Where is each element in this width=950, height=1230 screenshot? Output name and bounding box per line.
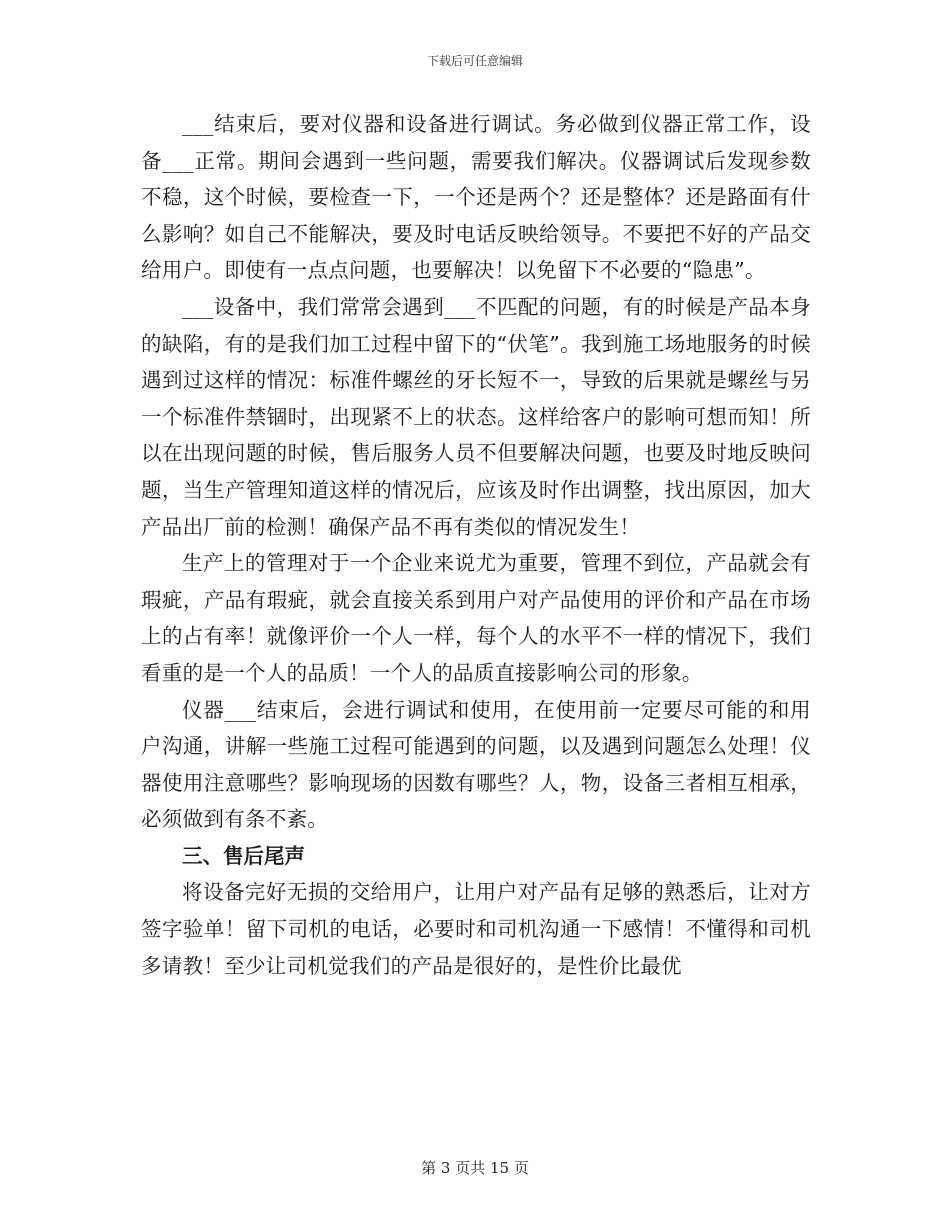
document-body — [141, 106, 811, 984]
paragraph-mismatch: ___设备中，我们常常会遇到___不匹配的问题，有的时候是产品本身的缺陷，有的是我们加工过程中留下的“伏笔”。我到施工场地服务的时候遇到过这样的情况：标准件螺丝的牙长短不一，导致的后果就是螺丝与另一个标准件禁锢时，出现紧不上的状态。这样给客户的影响可想而知！所以在出现问题的时候，售后服务人员不但要解决问题，也要及时地反映问题，当生产管理知道这样的情况后，应该及时作出调整，找出原因，加大产品出厂前的检测！确保产品不再有类似的情况发生！ — [141, 294, 811, 539]
page-header: 下载后可任意编辑 — [426, 54, 523, 68]
paragraph-management: 生产上的管理对于一个企业来说尤为重要，管理不到位，产品就会有瑕疵，产品有瑕疵，就会直接关系到用户对产品使用的评价和产品在市场上的占有率！就像评价一个人一样，每个人的水平不一样的情况下，我们看重的是一个人的品质！一个人的品质直接影响公司的形象。 — [141, 551, 811, 685]
paragraph-usage: 仪器___结束后，会进行调试和使用，在使用前一定要尽可能的和用户沟通，讲解一些施工过程可能遇到的问题，以及遇到问题怎么处理！仪器使用注意哪些？影响现场的因数有哪些？人，物，设备三者相互相承，必须做到有条不紊。 — [141, 697, 811, 832]
paragraph-debugging: ___结束后，要对仪器和设备进行调试。务必做到仪器正常工作，设备___正常。期间会遇到一些问题，需要我们解决。仪器调试后发现参数不稳，这个时候，要检查一下，一个还是两个？还是整体？还是路面有什么影响？如自己不能解决，要及时电话反映给领导。不要把不好的产品交给用户。即使有一点点问题，也要解决！以免留下不必要的“隐患”。 — [141, 112, 811, 283]
page-footer: 第 3 页共 15 页 — [421, 1159, 529, 1177]
section-heading: 三、售后尾声 — [182, 843, 305, 868]
paragraph-handover: 将设备完好无损的交给用户，让用户对产品有足够的熟悉后，让对方签字验单！留下司机的电话，必要时和司机沟通一下感情！不懂得和司机多请教！至少让司机觉我们的产品是很好的，是性价比最优 — [141, 880, 811, 978]
